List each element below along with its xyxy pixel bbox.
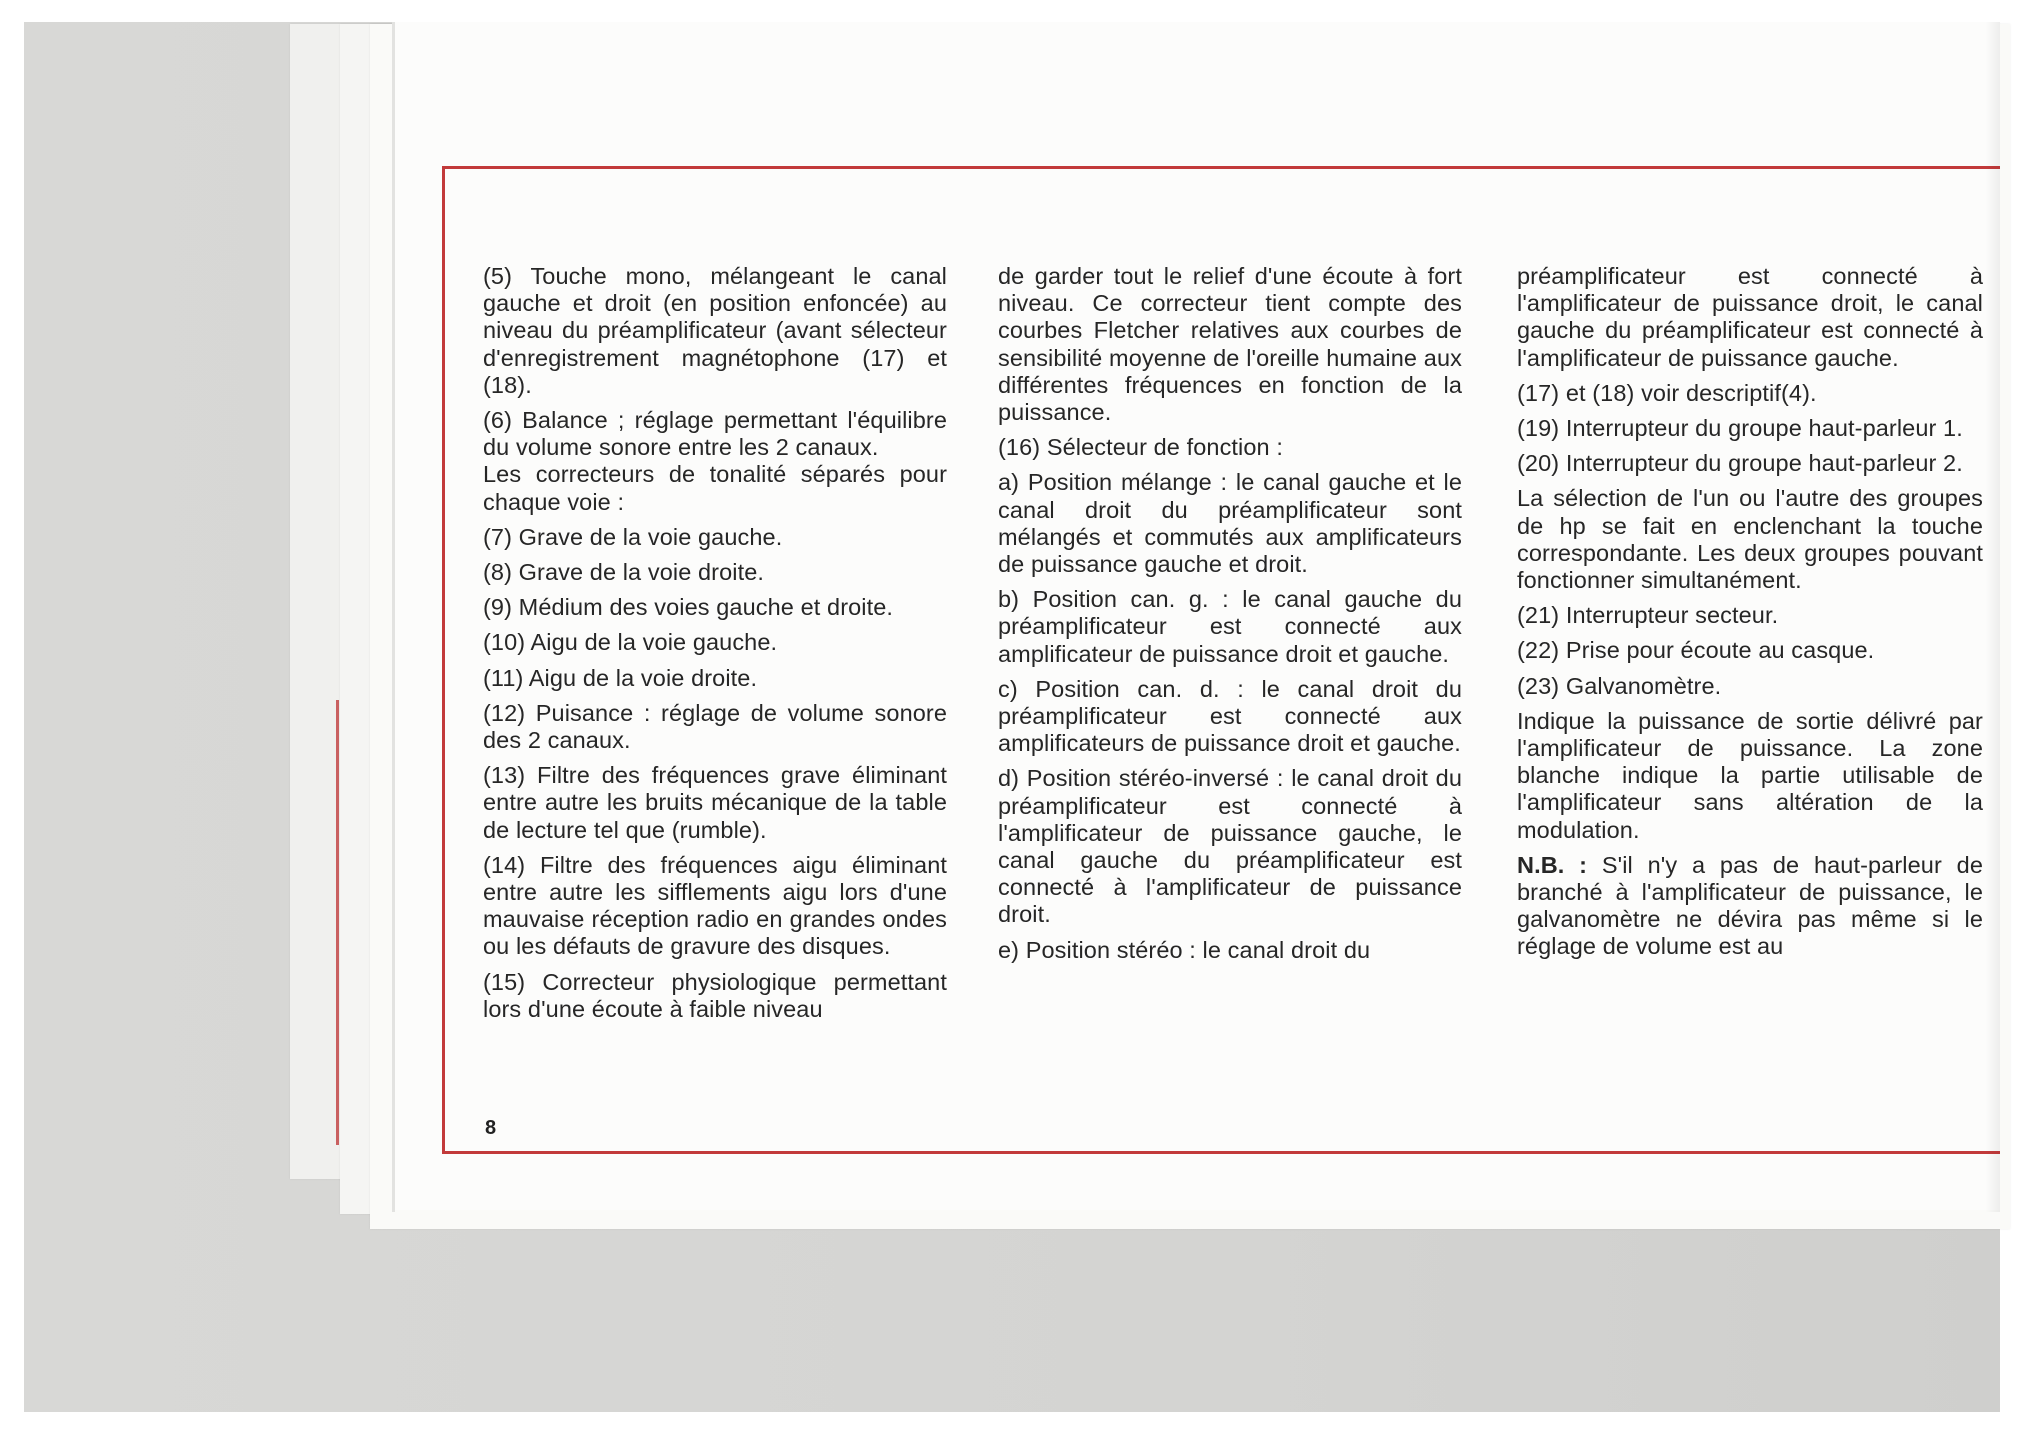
paragraph: (6) Balance ; réglage permettant l'équilibre du volume sonore entre les 2 canaux.: [483, 407, 947, 461]
paragraph: (5) Touche mono, mélangeant le canal gauche et droit (en position enfoncée) au niveau du préamplificateur (avant sélecteur d'enregistrement magnétophone (17) et (18).: [483, 263, 947, 398]
paragraph: b) Position can. g. : le canal gauche du préamplificateur est connecté aux amplificateur de puissance droit et gauche.: [998, 586, 1462, 667]
paragraph: (19) Interrupteur du groupe haut-parleur 1.: [1517, 415, 1963, 442]
underlying-page-red-edge: [336, 700, 339, 1145]
text-column-1: [483, 263, 947, 1093]
paragraph: (11) Aigu de la voie droite.: [483, 664, 758, 691]
paragraph: (10) Aigu de la voie gauche.: [483, 629, 778, 656]
nb-paragraph: [1517, 852, 1983, 961]
paragraph: a) Position mélange : le canal gauche et le canal droit du préamplificateur sont mélangés et commutés aux amplificateurs de puissance gauche et droit.: [998, 469, 1462, 578]
paragraph: c) Position can. d. : le canal droit du préamplificateur est connecté aux amplificateurs de puissance droit et gauche.: [998, 675, 1462, 757]
page-number: 8: [485, 1117, 497, 1139]
paragraph: (15) Correcteur physiologique permettant lors d'une écoute à faible niveau: [483, 968, 947, 1022]
paragraph: (12) Puisance : réglage de volume sonore des 2 canaux.: [483, 699, 947, 754]
nb-label: N.B. :: [1517, 851, 1588, 878]
paragraph: (7) Grave de la voie gauche.: [483, 523, 783, 550]
paragraph: (13) Filtre des fréquences grave éliminant entre autre les bruits mécanique de la table de lecture tel que (rumble).: [483, 762, 947, 843]
paragraph: e) Position stéréo : le canal droit du: [998, 936, 1371, 963]
paragraph: d) Position stéréo-inversé : le canal droit du préamplificateur est connecté à l'amplificateur de puissance gauche, le canal gauche du préamplificateur est connecté à l'amplificateur de puissance droit.: [998, 765, 1462, 928]
paragraph: (17) et (18) voir descriptif(4).: [1517, 379, 1817, 406]
paragraph: (22) Prise pour écoute au casque.: [1517, 637, 1875, 664]
paragraph: La sélection de l'un ou l'autre des groupes de hp se fait en enclenchant la touche correspondante. Les deux groupes pouvant fonctionner simultanément.: [1517, 485, 1983, 594]
spine-shadow: [1985, 22, 2000, 1212]
paragraph: (23) Galvanomètre.: [1517, 672, 1722, 699]
paragraph: Les correcteurs de tonalité séparés pour chaque voie :: [483, 461, 947, 515]
paragraph: (21) Interrupteur secteur.: [1517, 602, 1779, 629]
text-column-3: [1517, 263, 1983, 1093]
paragraph: (16) Sélecteur de fonction :: [998, 434, 1283, 461]
paragraph: préamplificateur est connecté à l'amplificateur de puissance droit, le canal gauche du préamplificateur est connecté à l'amplificateur de puissance gauche.: [1517, 263, 1983, 371]
nb-text: S'il n'y a pas de haut-parleur de branché à l'amplificateur de puissance, le galvanomètre ne dévira pas même si le réglage de volume est au: [1517, 851, 1983, 960]
paragraph: (14) Filtre des fréquences aigu éliminant entre autre les sifflements aigu lors d'une mauvaise réception radio en grandes ondes ou les défauts de gravure des disques.: [483, 851, 947, 960]
paragraph: Indique la puissance de sortie délivré par l'amplificateur de puissance. La zone blanche indique la partie utilisable de l'amplificateur sans altération de la modulation.: [1517, 707, 1983, 843]
paragraph: (8) Grave de la voie droite.: [483, 559, 765, 586]
paragraph: (20) Interrupteur du groupe haut-parleur 2.: [1517, 450, 1963, 477]
paragraph: de garder tout le relief d'une écoute à fort niveau. Ce correcteur tient compte des courbes Fletcher relatives aux courbes de sensibilité moyenne de l'oreille humaine aux différentes fréquences en fonction de la puissance.: [998, 263, 1462, 426]
paragraph: (9) Médium des voies gauche et droite.: [483, 594, 894, 621]
text-column-2: [998, 263, 1462, 1093]
